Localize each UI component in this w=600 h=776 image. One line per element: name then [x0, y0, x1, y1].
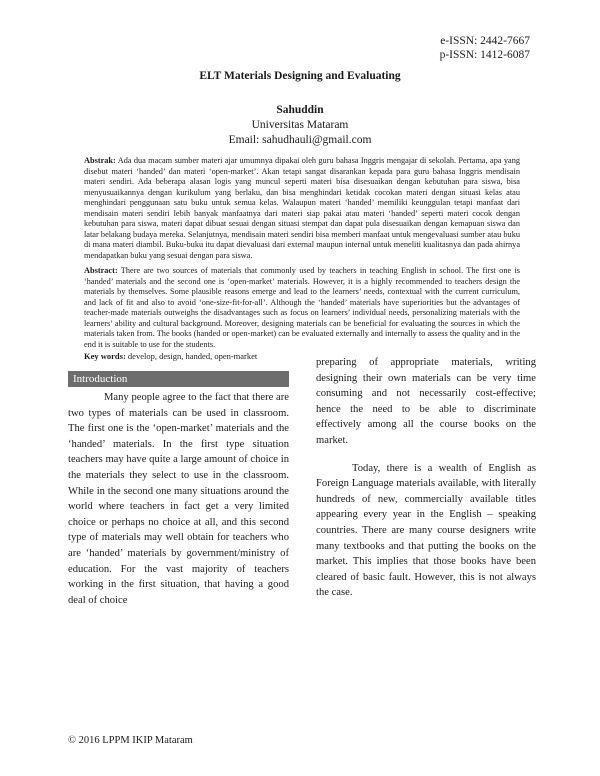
author-block	[0, 103, 600, 148]
body-paragraph: Today, there is a wealth of English as Foreign Language materials available, with literally hundreds of new, commercially available titles appearing every year in the English – speaking countries. There are many course designers write many textbooks and that putting the books on the market. This implies that those books have been cleared of basic fault. However, this is not always the case.	[316, 462, 536, 599]
body-column-right	[316, 355, 536, 601]
abstract-english	[84, 266, 520, 350]
keywords	[84, 351, 257, 361]
eissn: e-ISSN: 2442-7667	[440, 35, 530, 47]
abstract-english-label: Abstract:	[84, 266, 118, 275]
abstract-indonesian-text: Ada dua macam sumber materi ajar umumnya dipakai oleh guru bahasa Inggris mengajar di sekolah. Pertama, apa yang disebut materi ‘handed’ dan materi ‘open-market’. Akan tetapi sangat disarankan kepada para guru bahasa Inggris mendisain materi sendiri. Ada beberapa alasan logis yang muncul seperti materi bisa disesuaikan dengan kebutuhan para siswa, bisa menyusuaikannya dengan kurikulum yang berlaku, dan bisa menghindari ketidak cocokan materi dengan situasi kelas atau menghindari penggunaan satu buku untuk semua kelas. Walaupun materi ‘handed’ memiliki keunggulan tetapi manfaat dari mendisain materi sendiri lebih banyak manfaatnya dari materi siap pakai atau materi ‘handed’ seperti materi cocok dengan kebutuhan para siswa, materi dapat dibuat sesuai dengan situasi stempat dan dapat pula disesuaikan dengan kemapuan siswa dan latar belakang budaya mereka. Selanjutnya, mendisain materi sendiri bisa memberi manfaat untuk mengevaluasi sumber atau buku di mana materi diambil. Buku-buku itu dapat dievaluasi dari external maupun internal untuk meneliti kualitasnya dan pada ahirnya mendapatkan buku yang sesuai dengan para siswa.	[84, 156, 520, 260]
section-heading-introduction: Introduction	[68, 371, 289, 387]
abstract-indonesian-label: Abstrak:	[84, 156, 116, 165]
abstract-english-text: There are two sources of materials that commonly used by teachers in teaching English in school. The first one is ‘handed’ materials and the second one is ‘open-market’ materials. However, it is a highly recommended to teachers design the materials by themselves. Some plausible reasons emerge and lead to the learners’ needs, contextual with the current curriculum, and lack of fit and also to avoid ‘one-size-fit-for-all’. Although the ‘handed’ materials have superiorities but the advantages of teacher-made materials outweighs the disadvantages such as focus on learners’ individual needs, personalizing materials with the learners’ ability and cultural background. Moreover, designing materials can be beneficial for evaluating the sources in which the materials taken from. The books (handed or open-market) can be evaluated externally and internally to assess the quality and in the end it is suitable to use for the students.	[84, 266, 520, 349]
body-column-left	[68, 390, 289, 608]
author-name: Sahuddin	[276, 104, 324, 116]
author-affiliation: Universitas Mataram	[251, 119, 349, 131]
keywords-text: develop, design, handed, open-market	[127, 351, 258, 361]
footer-copyright: © 2016 LPPM IKIP Mataram	[68, 735, 193, 746]
issn-block	[440, 34, 530, 62]
author-email: Email: sahudhauli@gmail.com	[228, 134, 372, 146]
body-paragraph: preparing of appropriate materials, writing designing their own materials can be very time consuming and not necessarily cost-effective; hence the need to be able to discriminate effectively among all the course books on the market.	[316, 357, 536, 446]
paper-title: ELT Materials Designing and Evaluating	[199, 70, 401, 82]
keywords-label: Key words:	[84, 351, 126, 361]
pissn: p-ISSN: 1412-6087	[439, 49, 530, 61]
abstract-indonesian	[84, 156, 520, 261]
body-paragraph: Many people agree to the fact that there are two types of materials can be used in classroom. The first one is the ‘open-market’ materials and the ‘handed’ materials. In the first type situation teachers may have quite a large amount of choice in the materials they select to use in the classroom. While in the second one many situations around the world where teachers in fact get a very limited choice or perhaps no choice at all, and this second type of materials may well obtain for teachers who are ‘handed’ materials by government/ministry of education. For the vast majority of teachers working in the first situation, that having a good deal of choice	[68, 392, 289, 606]
